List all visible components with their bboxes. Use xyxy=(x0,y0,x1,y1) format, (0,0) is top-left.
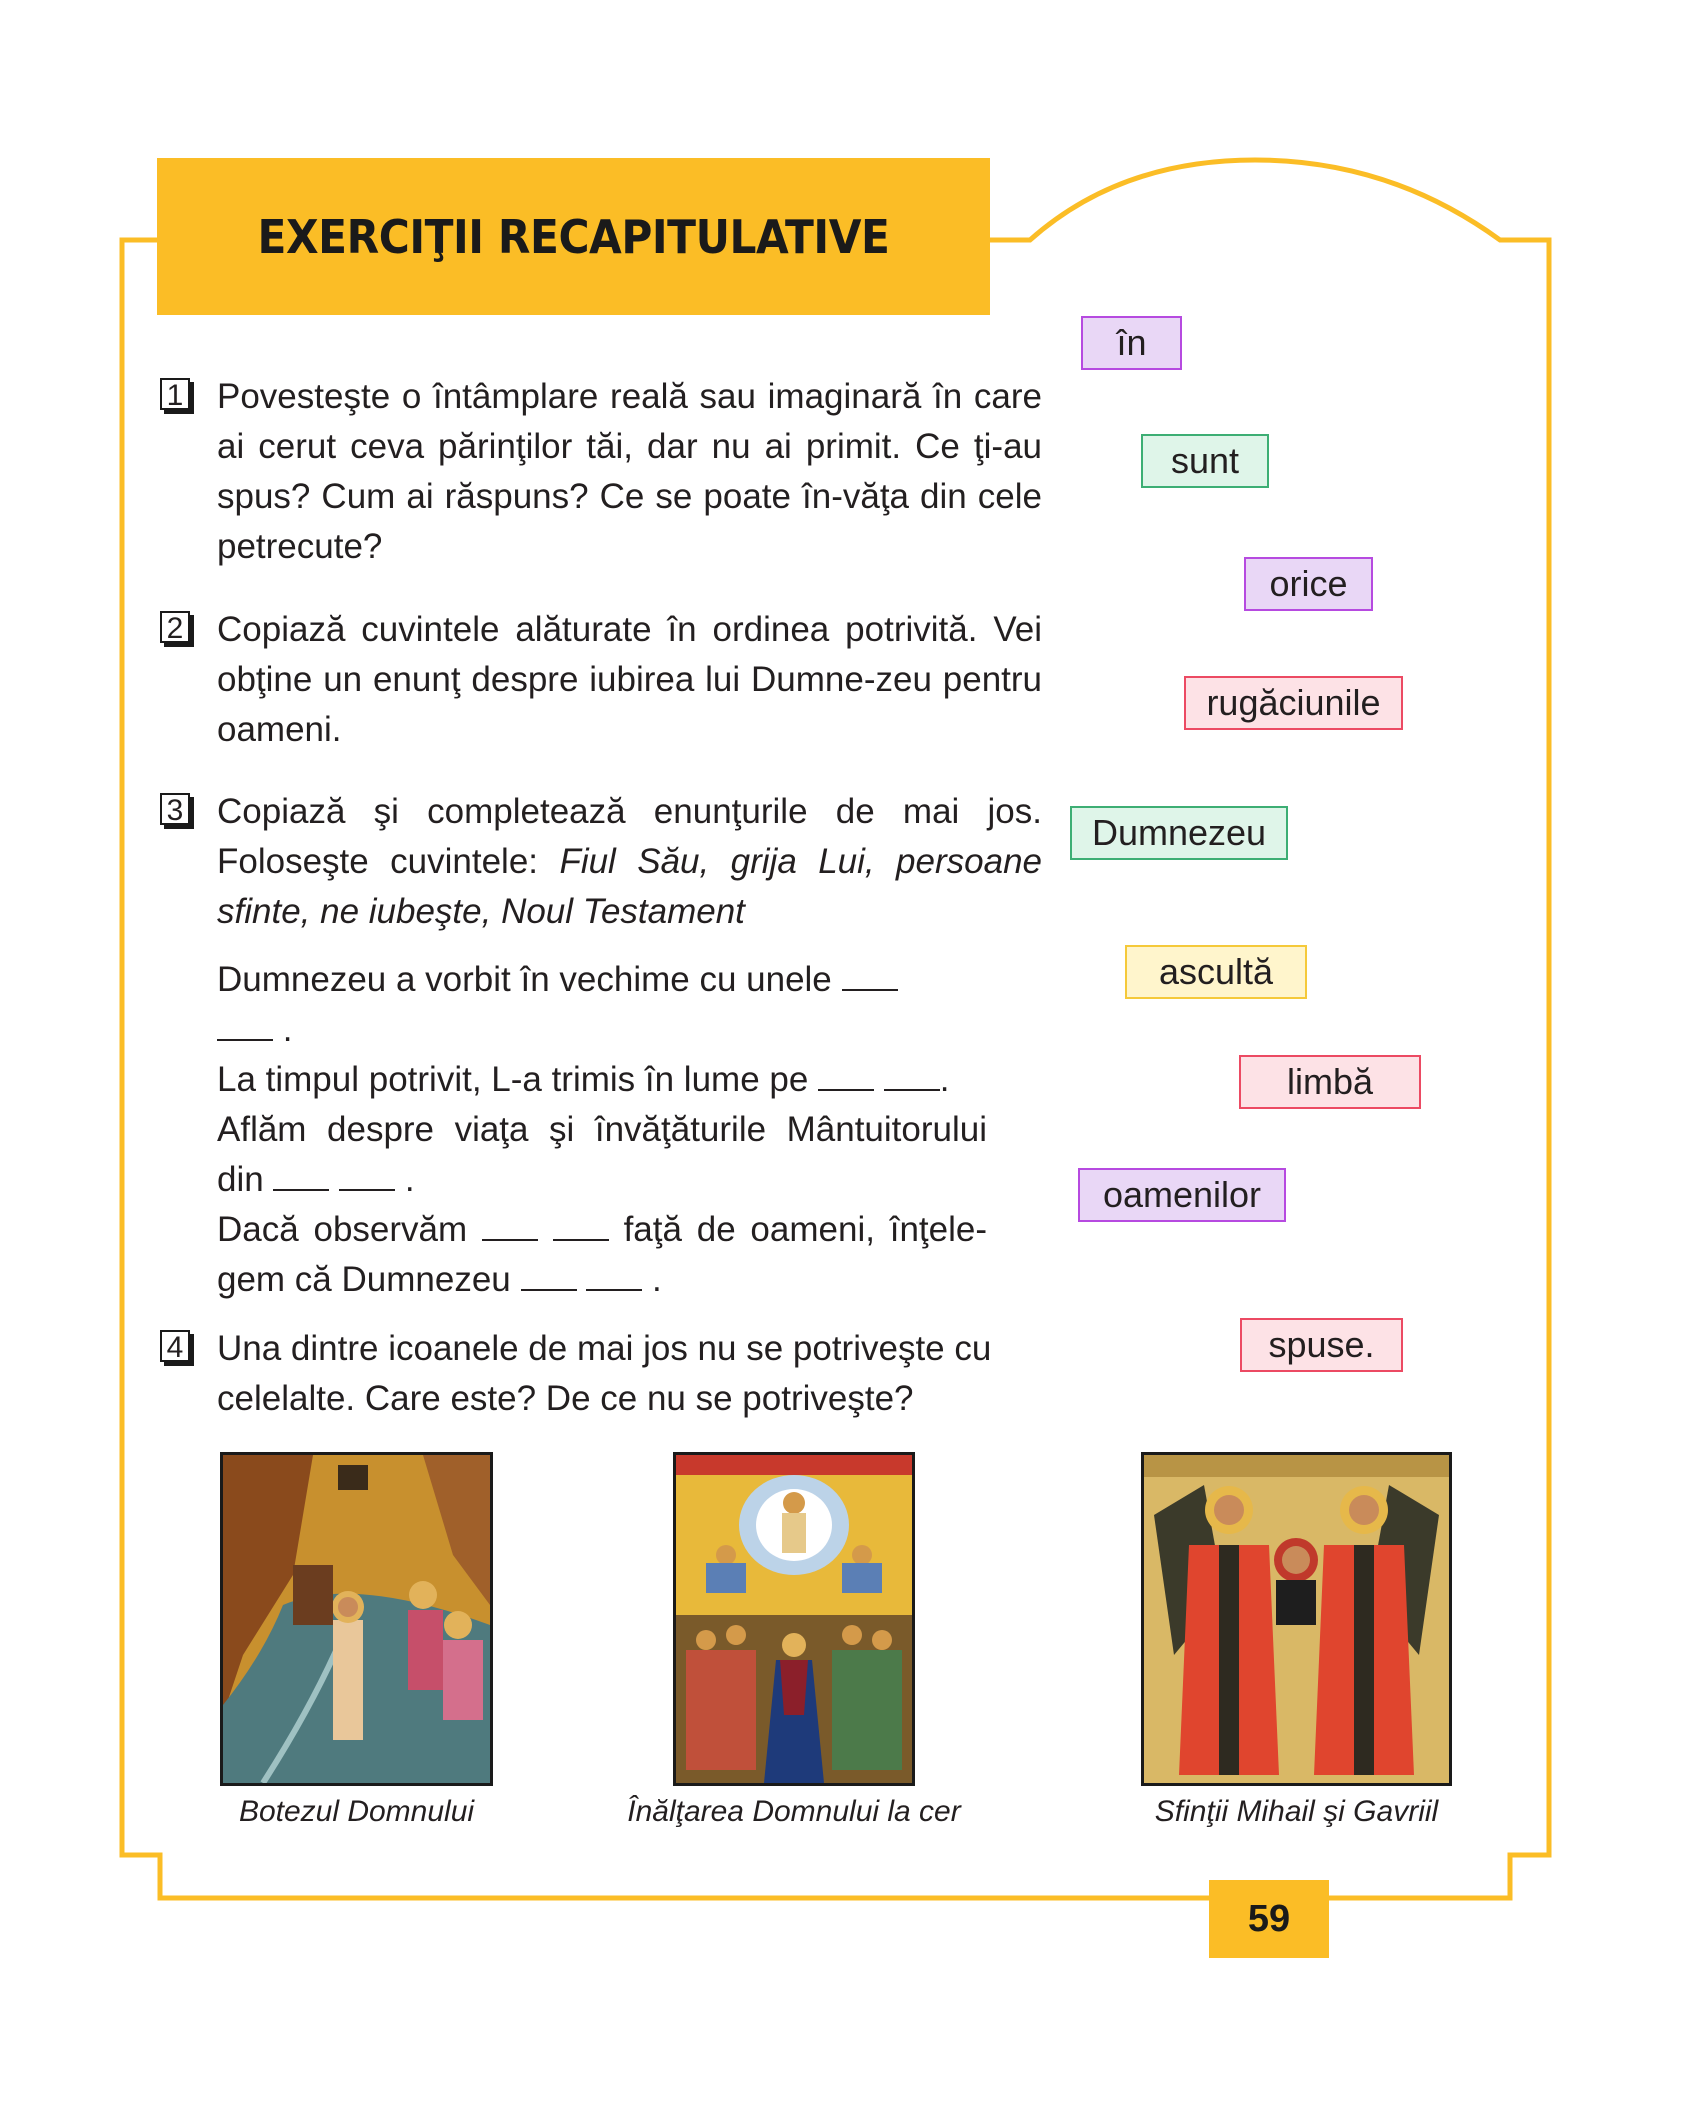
word-chip: în xyxy=(1081,316,1182,370)
blank xyxy=(273,1161,329,1191)
title-banner xyxy=(157,158,990,315)
ascension-icon-picture xyxy=(676,1455,912,1783)
baptism-icon-picture xyxy=(223,1455,490,1783)
exercise-text xyxy=(217,787,1042,937)
exercise-intro: Copiază şi completează enunţurile de mai jos. Foloseşte cuvintele: xyxy=(217,792,1042,881)
blank xyxy=(339,1161,395,1191)
fill-in-sentences xyxy=(217,955,987,1305)
sentence-2: La timpul potrivit, L-a trimis în lume pe . xyxy=(217,1060,950,1099)
blank xyxy=(586,1261,642,1291)
blank xyxy=(521,1261,577,1291)
page-title: EXERCIŢII RECAPITULATIVE xyxy=(257,209,890,264)
word-chip: orice xyxy=(1244,557,1373,611)
blank xyxy=(842,961,898,991)
exercise-4 xyxy=(160,1324,992,1424)
icon-caption: Înălţarea Domnului la cer xyxy=(627,1795,961,1828)
page-number: 59 xyxy=(1247,1897,1291,1940)
exercise-number: 4 xyxy=(160,1330,190,1362)
exercise-2 xyxy=(160,605,1042,755)
word-chip: ascultă xyxy=(1125,945,1307,999)
exercise-3 xyxy=(160,787,1042,937)
exercise-1 xyxy=(160,372,1042,572)
sentence-3: Aflăm despre viaţa şi învăţăturile Mântuitorului din . xyxy=(217,1110,987,1199)
word-chip: oamenilor xyxy=(1078,1168,1286,1222)
blank xyxy=(884,1061,940,1091)
icon-caption: Sfinţii Mihail şi Gavriil xyxy=(1154,1795,1439,1828)
archangels-icon xyxy=(1141,1452,1452,1786)
blank xyxy=(818,1061,874,1091)
exercise-number: 1 xyxy=(160,378,190,410)
word-list: Fiul Său, grija Lui, persoane sfinte, ne iubeşte, Noul Testament xyxy=(217,842,1042,931)
word-chip: spuse. xyxy=(1240,1318,1403,1372)
icon-caption: Botezul Domnului xyxy=(238,1795,475,1828)
exercise-number: 3 xyxy=(160,793,190,825)
sentence-1: Dumnezeu a vorbit în vechime cu unele . xyxy=(217,955,987,1055)
baptism-icon xyxy=(220,1452,493,1786)
sentence-4: Dacă observăm faţă de oameni, înţele-gem că Dumnezeu . xyxy=(217,1210,988,1299)
exercise-text: Povesteşte o întâmplare reală sau imaginară în care ai cerut ceva părinţilor tăi, dar nu ai primit. Ce ţi-au spus? Cum ai răspuns? Ce se poate în-văţa din cele petrecute? xyxy=(217,377,1042,566)
archangels-icon-picture xyxy=(1144,1455,1449,1783)
exercise-text: Copiază cuvintele alăturate în ordinea potrivită. Vei obţine un enunţ despre iubirea lui Dumne-zeu pentru oameni. xyxy=(217,610,1042,749)
page-number-box xyxy=(1209,1880,1329,1958)
exercise-number: 2 xyxy=(160,611,190,643)
word-chip: limbă xyxy=(1239,1055,1421,1109)
word-chip: rugăciunile xyxy=(1184,676,1403,730)
word-chip: sunt xyxy=(1141,434,1269,488)
blank xyxy=(482,1211,538,1241)
ascension-icon xyxy=(673,1452,915,1786)
blank xyxy=(553,1211,609,1241)
blank xyxy=(217,1011,273,1041)
word-chip: Dumnezeu xyxy=(1070,806,1288,860)
exercise-text: Una dintre icoanele de mai jos nu se potriveşte cu celelalte. Care este? De ce nu se potriveşte? xyxy=(217,1329,992,1418)
